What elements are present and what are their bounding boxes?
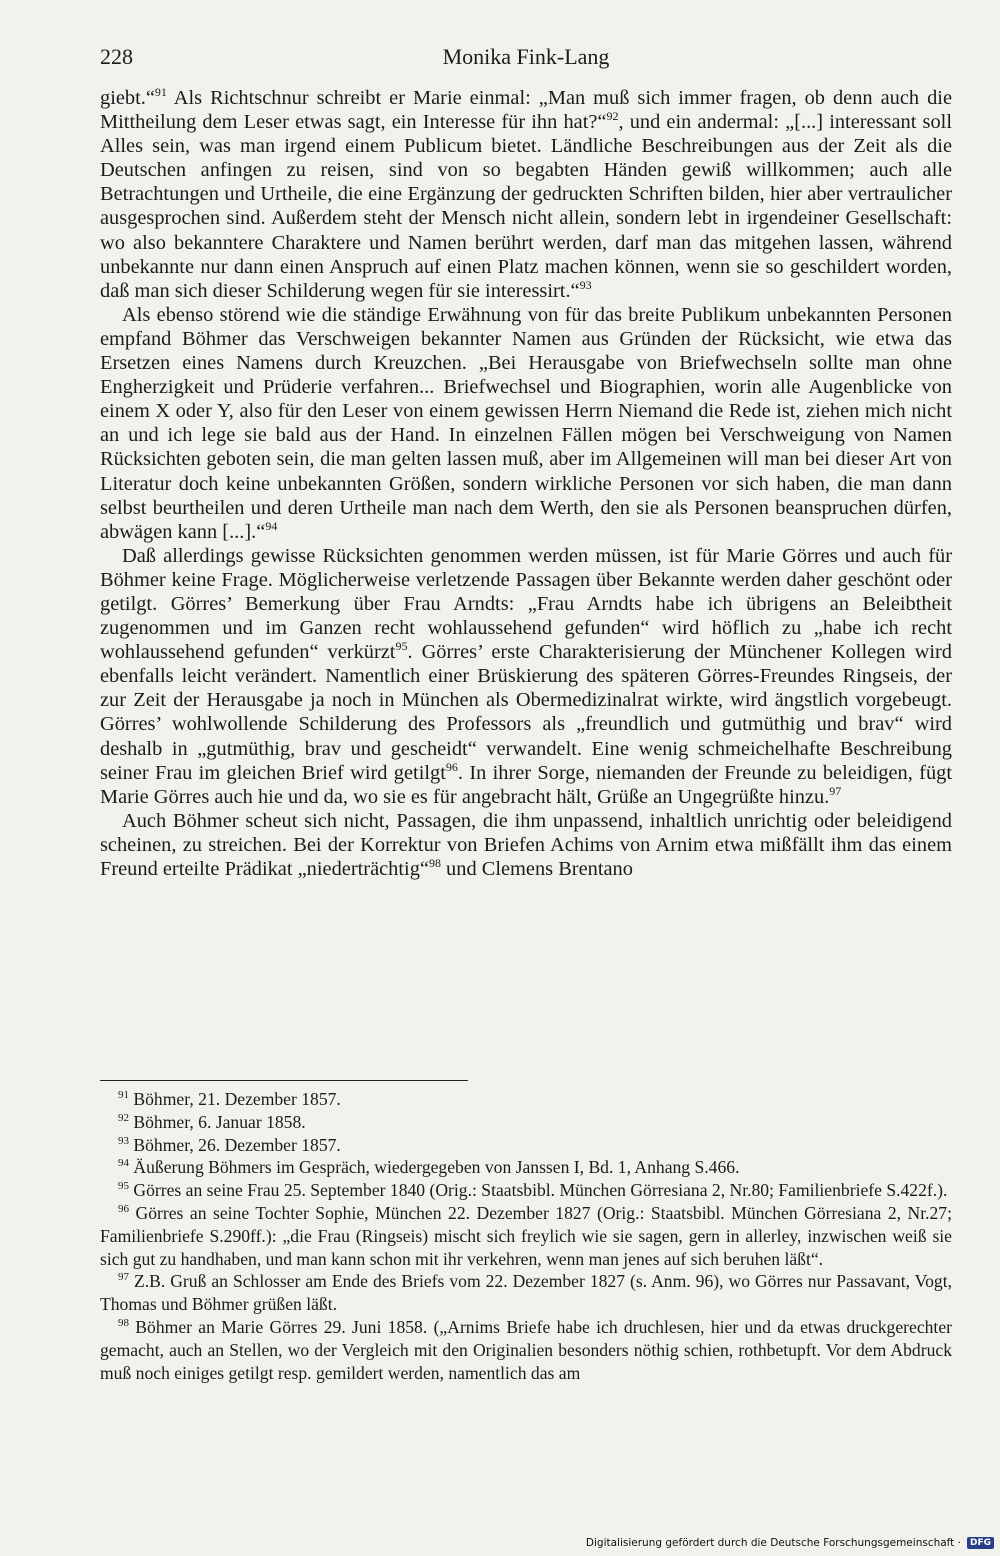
footnote-text: Böhmer an Marie Görres 29. Juni 1858. („Arnims Briefe habe ich druchlesen, hier und da etwas druckgerechter gemacht, auch an Stellen, wo der Vergleich mit den Originalien besonders nöthig schien, rothbetupft. Vor dem Abdruck muß noch einiges getilgt resp. gemildert werden, namentlich das am — [100, 1316, 952, 1383]
paragraph-4 — [100, 809, 952, 881]
text-run: Als Richtschnur schreibt er Marie einmal: „Man muß sich immer fragen, ob denn auch die Mittheilung dem Leser etwas sagt, ein Interesse für ihn hat?“ — [100, 87, 952, 134]
footnote-text: Böhmer, 6. Januar 1858. — [129, 1111, 306, 1132]
footnote-text: Äußerung Böhmers im Gespräch, wiedergegeben von Janssen I, Bd. 1, Anhang S.466. — [129, 1157, 740, 1178]
footnotes — [100, 1088, 952, 1384]
text-run: und Clemens Brentano — [440, 858, 633, 880]
footnote-divider — [100, 1080, 468, 1081]
dfg-logo-icon: DFG — [967, 1537, 994, 1549]
footnote-ref: 97 — [829, 783, 842, 798]
footnote-number: 94 — [118, 1157, 129, 1170]
paragraph-2 — [100, 303, 952, 544]
text-run: . In ihrer Sorge, niemanden der Freunde zu beleidigen, fügt Marie Görres auch hie und da, wo sie es für angebracht hält, Grüße an Ungegrüßte hinzu. — [100, 761, 953, 808]
text-run: Auch Böhmer scheut sich nicht, Passagen, die ihm unpassend, inhaltlich unrichtig oder beleidigend scheinen, zu streichen. Bei der Korrektur von Briefen Achims von Arnim etwa mißfällt ihm das einem Freund erteilte Prädikat „niederträchtig“ — [100, 809, 952, 880]
text-run: giebt.“ — [100, 87, 155, 109]
footnote-number: 98 — [118, 1316, 129, 1329]
footnote-number: 93 — [118, 1134, 129, 1147]
footnote-ref: 93 — [579, 277, 592, 292]
footnote-text: Z.B. Gruß an Schlosser am Ende des Briefs vom 22. Dezember 1827 (s. Anm. 96), wo Görres nur Passavant, Vogt, Thomas und Böhmer grüßen läßt. — [100, 1271, 952, 1315]
footnote-ref: 94 — [265, 518, 278, 533]
digitization-footer — [585, 1530, 1000, 1556]
text-run: Als ebenso störend wie die ständige Erwähnung von für das breite Publikum unbekannten Personen empfand Böhmer das Verschweigen bekannter Namen aus Gründen der Rücksicht, wie etwa das Ersetzen eines Namens durch Kreuzchen. „Bei Herausgabe von Briefwechseln sollte man ohne Engherzigkeit und Prüderie verfahren... Briefwechsel und Biographien, worin alle Augenblicke von einem X oder Y, also für den Leser von einem gewissen Herrn Niemand die Rede ist, ziehen mich nicht an und ich lege sie bald aus der Hand. In einzelnen Fällen mögen bei Verschweigung von Namen Rücksichten geboten sein, die man gelten lassen muß, aber im Allgemeinen will man bei dieser Art von Literatur doch keine unbekannten Größen, sondern wirkliche Personen vor sich haben, die man dann selbst beurtheilen und deren Urtheile man nach dem Werth, den sie als Personen beanspruchen dürfen, abwägen kann [...].“ — [100, 303, 952, 543]
footnote-ref: 98 — [428, 856, 441, 870]
page-number: 228 — [100, 44, 133, 69]
footnote — [100, 1316, 952, 1384]
paragraph-3 — [100, 544, 952, 809]
body-text — [100, 86, 952, 881]
footnote-ref: 95 — [395, 639, 408, 654]
running-head: Monika Fink-Lang — [442, 44, 610, 69]
footnote-text: Böhmer, 26. Dezember 1857. — [129, 1134, 341, 1155]
footnote-ref: 96 — [445, 759, 458, 774]
footnote-number: 97 — [118, 1271, 129, 1284]
footnote-text: Görres an seine Frau 25. September 1840 (Orig.: Staatsbibl. München Görresiana 2, Nr.80; Familienbriefe S.422f.). — [129, 1180, 948, 1201]
footnote-text: Böhmer, 21. Dezember 1857. — [129, 1089, 341, 1109]
footnote-ref: 92 — [606, 109, 619, 124]
footnote — [100, 1270, 952, 1316]
text-run: , und ein andermal: „[...] interessant soll Alles sein, was man irgend einem Publicum bietet. Ländliche Beschreibungen aus der Zeit als die Deutschen anfingen zu reisen, sind von so begabten Händen gewiß willkommen; auch alle Betrachtungen und Urtheile, die eine Ergänzung der gedruckten Schriften bilden, hier aber vertraulicher ausgesprochen sind. Außerdem steht der Mensch nicht allein, sondern lebt in irgendeiner Gesellschaft: wo also bekanntere Charaktere und Namen berührt werden, darf man das mitgehen lassen, während unbekannte nur dann einen Anspruch auf einen Platz machen können, wenn sie so geschildert worden, daß man sich dieser Schilderung wegen für sie interessirt.“ — [100, 111, 952, 302]
footer-credit: Digitalisierung gefördert durch die Deutsche Forschungsgemeinschaft · — [585, 1537, 961, 1549]
footnote-ref: 91 — [154, 85, 167, 99]
footnote — [100, 1179, 952, 1202]
page-header — [100, 44, 952, 74]
footnote — [100, 1156, 952, 1179]
footnote — [100, 1111, 952, 1134]
footnote — [100, 1202, 952, 1270]
paragraph-1 — [100, 86, 952, 303]
footnote-number: 96 — [118, 1202, 129, 1215]
footnote-number: 92 — [118, 1111, 129, 1124]
footnote — [100, 1134, 952, 1157]
text-run: . Görres’ erste Charakterisierung der Münchener Kollegen wird ebenfalls leicht verändert. Namentlich einer Brüskierung des späteren Görres-Freundes Ringseis, der zur Zeit der Herausgabe ja noch in München als Obermedizinalrat wirkte, wird ängstlich vorgebeugt. Görres’ wohlwollende Schilderung des Professors als „freundlich und gutmüthig und brav“ wird deshalb in „gutmüthig, brav und gescheidt“ verwandelt. Eine wenig schmeichelhafte Beschreibung seiner Frau im gleichen Brief wird getilgt — [100, 641, 952, 784]
footnote-text: Görres an seine Tochter Sophie, München 22. Dezember 1827 (Orig.: Staatsbibl. München Görresiana 2, Nr.27; Familienbriefe S.290ff.): „die Frau (Ringseis) mischt sich freylich wie sie sagen, gern in allerley, inzwischen weiß sie sich gut zu handhaben, und man kann schon mit ihr verkehren, wenn man jenes auf sich beruhen läßt“. — [100, 1202, 952, 1269]
footnote-number: 91 — [118, 1089, 129, 1101]
footnote — [100, 1088, 952, 1111]
text-run: Daß allerdings gewisse Rücksichten genommen werden müssen, ist für Marie Görres und auch für Böhmer keine Frage. Möglicherweise verletzende Passagen über Bekannte werden daher geschönt oder getilgt. Görres’ Bemerkung über Frau Arndts: „Frau Arndts habe ich übrigens an Beleibtheit zugenommen und im Ganzen recht wohlaussehend gefunden“ wird höflich zu „habe ich recht wohlaussehend gefunden“ verkürzt — [100, 544, 952, 664]
footnote-number: 95 — [118, 1180, 129, 1193]
